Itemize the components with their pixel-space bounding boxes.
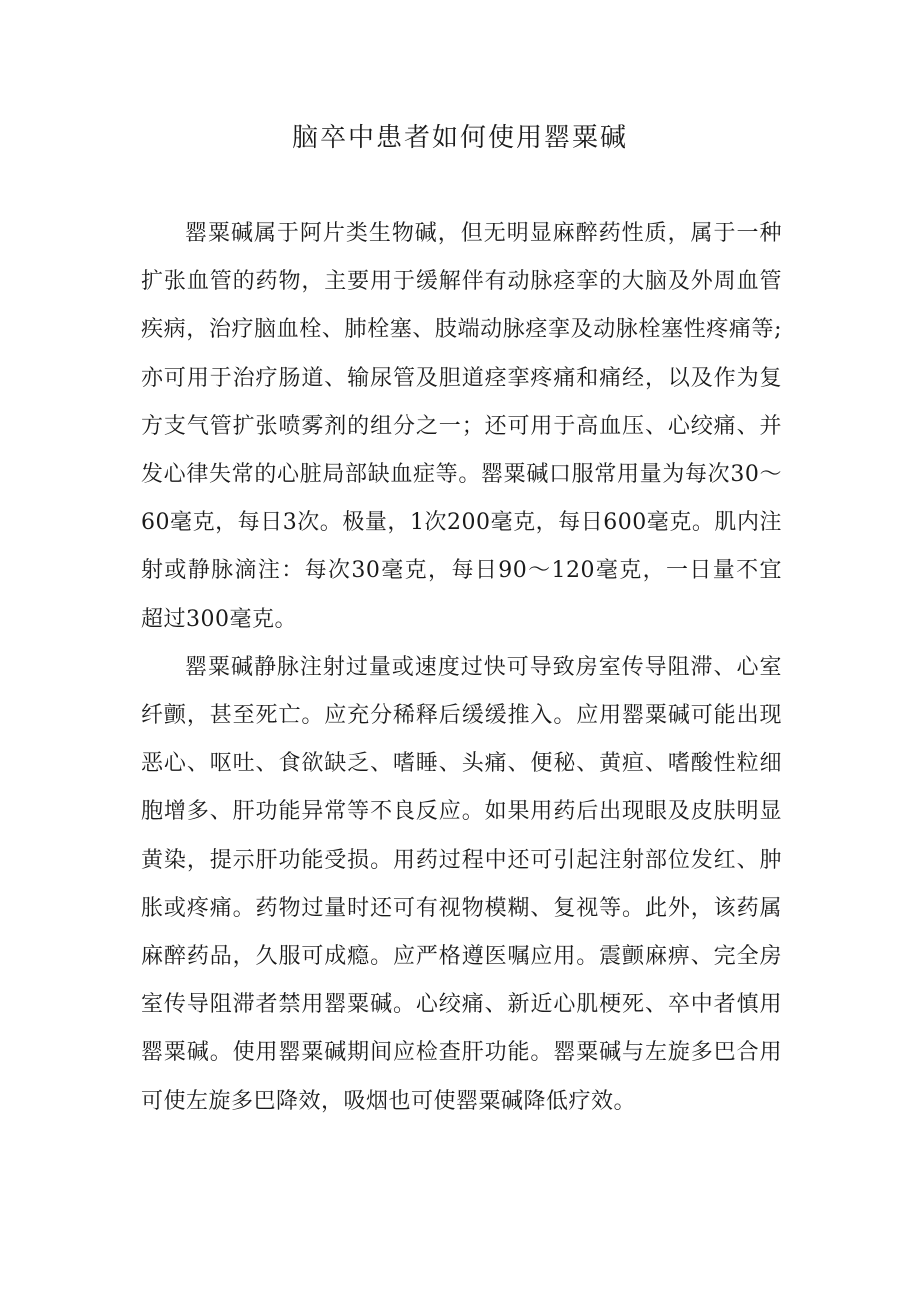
document-body <box>141 210 782 1126</box>
paragraph-adverse-effects-precautions: 罂粟碱静脉注射过量或速度过快可导致房室传导阻滞、心室纤颤，甚至死亡。应充分稀释后缓缓推入。应用罂粟碱可能出现恶心、呕吐、食欲缺乏、嗜睡、头痛、便秘、黄疸、嗜酸性粒细胞增多、肝功能异常等不良反应。如果用药后出现眼及皮肤明显黄染，提示肝功能受损。用药过程中还可引起注射部位发红、肿胀或疼痛。药物过量时还可有视物模糊、复视等。此外，该药属麻醉药品，久服可成瘾。应严格遵医嘱应用。震颤麻痹、完全房室传导阻滞者禁用罂粟碱。心绞痛、新近心肌梗死、卒中者慎用罂粟碱。使用罂粟碱期间应检查肝功能。罂粟碱与左旋多巴合用可使左旋多巴降效，吸烟也可使罂粟碱降低疗效。 <box>141 654 782 1114</box>
paragraph-indications-dosage: 罂粟碱属于阿片类生物碱，但无明显麻醉药性质，属于一种扩张血管的药物，主要用于缓解伴有动脉痉挛的大脑及外周血管疾病，治疗脑血栓、肺栓塞、肢端动脉痉挛及动脉栓塞性疼痛等;亦可用于治疗肠道、输尿管及胆道痉挛疼痛和痛经，以及作为复方支气管扩张喷雾剂的组分之一；还可用于高血压、心绞痛、并发心律失常的心脏局部缺血症等。罂粟碱口服常用量为每次30～60毫克，每日3次。极量，1次200毫克，每日600毫克。肌内注射或静脉滴注：每次30毫克，每日90～120毫克，一日量不宜超过300毫克。 <box>141 221 782 632</box>
document-title: 脑卒中患者如何使用罂粟碱 <box>291 123 628 153</box>
